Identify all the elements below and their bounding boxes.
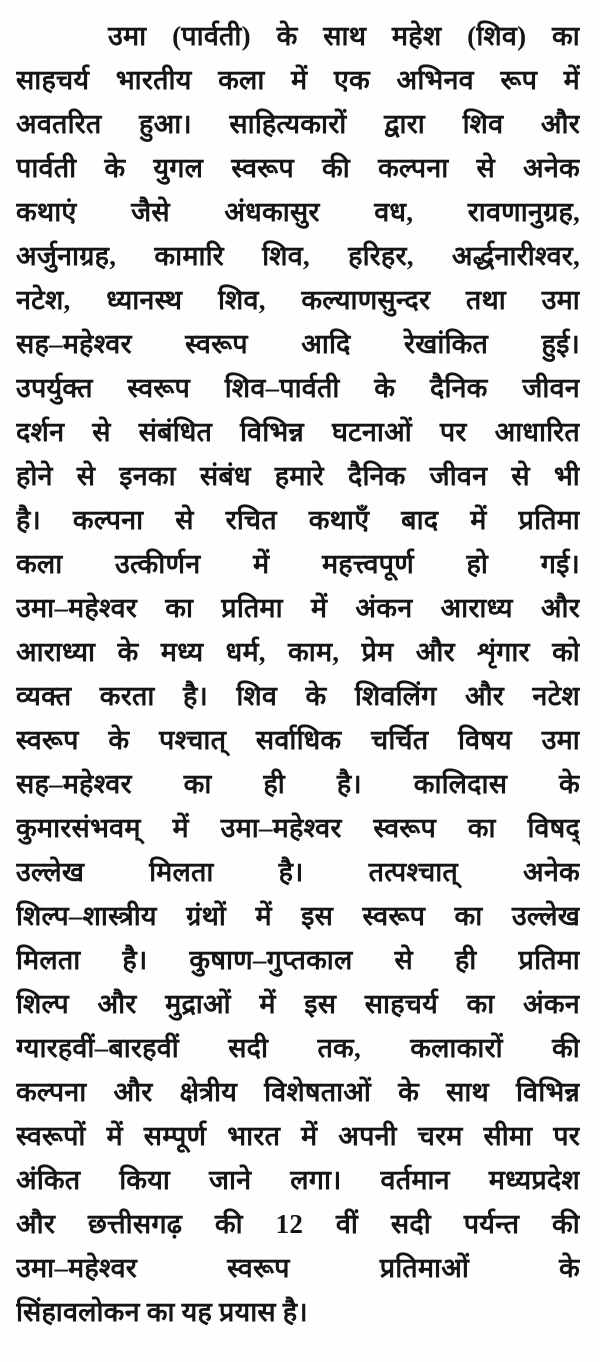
paragraph-line: आराध्या के मध्य धर्म, काम, प्रेम और शृंगार को [16,637,580,667]
paragraph-line: कला उत्कीर्णन में महत्त्वपूर्ण हो गई। [16,549,580,579]
paragraph-line: शिल्प और मुद्राओं में इस साहचर्य का अंकन [16,989,580,1019]
paragraph-line: उमा–महेश्वर स्वरूप प्रतिमाओं के [16,1253,580,1283]
paragraph-line: व्यक्त करता है। शिव के शिवलिंग और नटेश [16,681,580,711]
paragraph-line: अवतरित हुआ। साहित्यकारों द्वारा शिव और [16,109,580,139]
paragraph-line: सिंहावलोकन का यह प्रयास है। [16,1297,308,1327]
paragraph-line: शिल्प–शास्त्रीय ग्रंथों में इस स्वरूप का उल्लेख [16,901,580,931]
paragraph-line: उल्लेख मिलता है। तत्पश्चात् अनेक [16,857,580,887]
paragraph-line: है। कल्पना से रचित कथाएँ बाद में प्रतिमा [16,505,580,535]
body-paragraph [16,14,580,1334]
paragraph-line: और छत्तीसगढ़ की 12 वीं सदी पर्यन्त की [16,1209,580,1239]
paragraph-line: अर्जुनाग्रह, कामारि शिव, हरिहर, अर्द्धनारीश्वर, [16,241,580,271]
paragraph-line: नटेश, ध्यानस्थ शिव, कल्याणसुन्दर तथा उमा [16,285,580,315]
paragraph-line: दर्शन से संबंधित विभिन्न घटनाओं पर आधारित [16,417,580,447]
paragraph-line: कल्पना और क्षेत्रीय विशेषताओं के साथ विभिन्न [16,1077,580,1107]
paragraph-line: होने से इनका संबंध हमारे दैनिक जीवन से भी [16,461,580,491]
paragraph-line: सह–महेश्वर स्वरूप आदि रेखांकित हुई। [16,329,580,359]
paragraph-line: अंकित किया जाने लगा। वर्तमान मध्यप्रदेश [16,1165,580,1195]
paragraph-line: कुमारसंभवम् में उमा–महेश्वर स्वरूप का विषद् [16,813,580,843]
paragraph-line: मिलता है। कुषाण–गुप्तकाल से ही प्रतिमा [16,945,580,975]
paragraph-line: सह–महेश्वर का ही है। कालिदास के [16,769,580,799]
paragraph-line: उमा (पार्वती) के साथ महेश (शिव) का [108,21,580,51]
paragraph-line: ग्यारहवीं–बारहवीं सदी तक, कलाकारों की [16,1033,580,1063]
paragraph-line: स्वरूपों में सम्पूर्ण भारत में अपनी चरम सीमा पर [16,1121,580,1151]
paragraph-line: उपर्युक्त स्वरूप शिव–पार्वती के दैनिक जीवन [16,373,580,403]
paragraph-line: उमा–महेश्वर का प्रतिमा में अंकन आराध्य और [16,593,580,623]
paragraph-line: पार्वती के युगल स्वरूप की कल्पना से अनेक [16,153,580,183]
paragraph-line: कथाएं जैसे अंधकासुर वध, रावणानुग्रह, [16,197,580,227]
paragraph-line: स्वरूप के पश्चात् सर्वाधिक चर्चित विषय उमा [16,725,580,755]
paragraph-line: साहचर्य भारतीय कला में एक अभिनव रूप में [16,65,580,95]
